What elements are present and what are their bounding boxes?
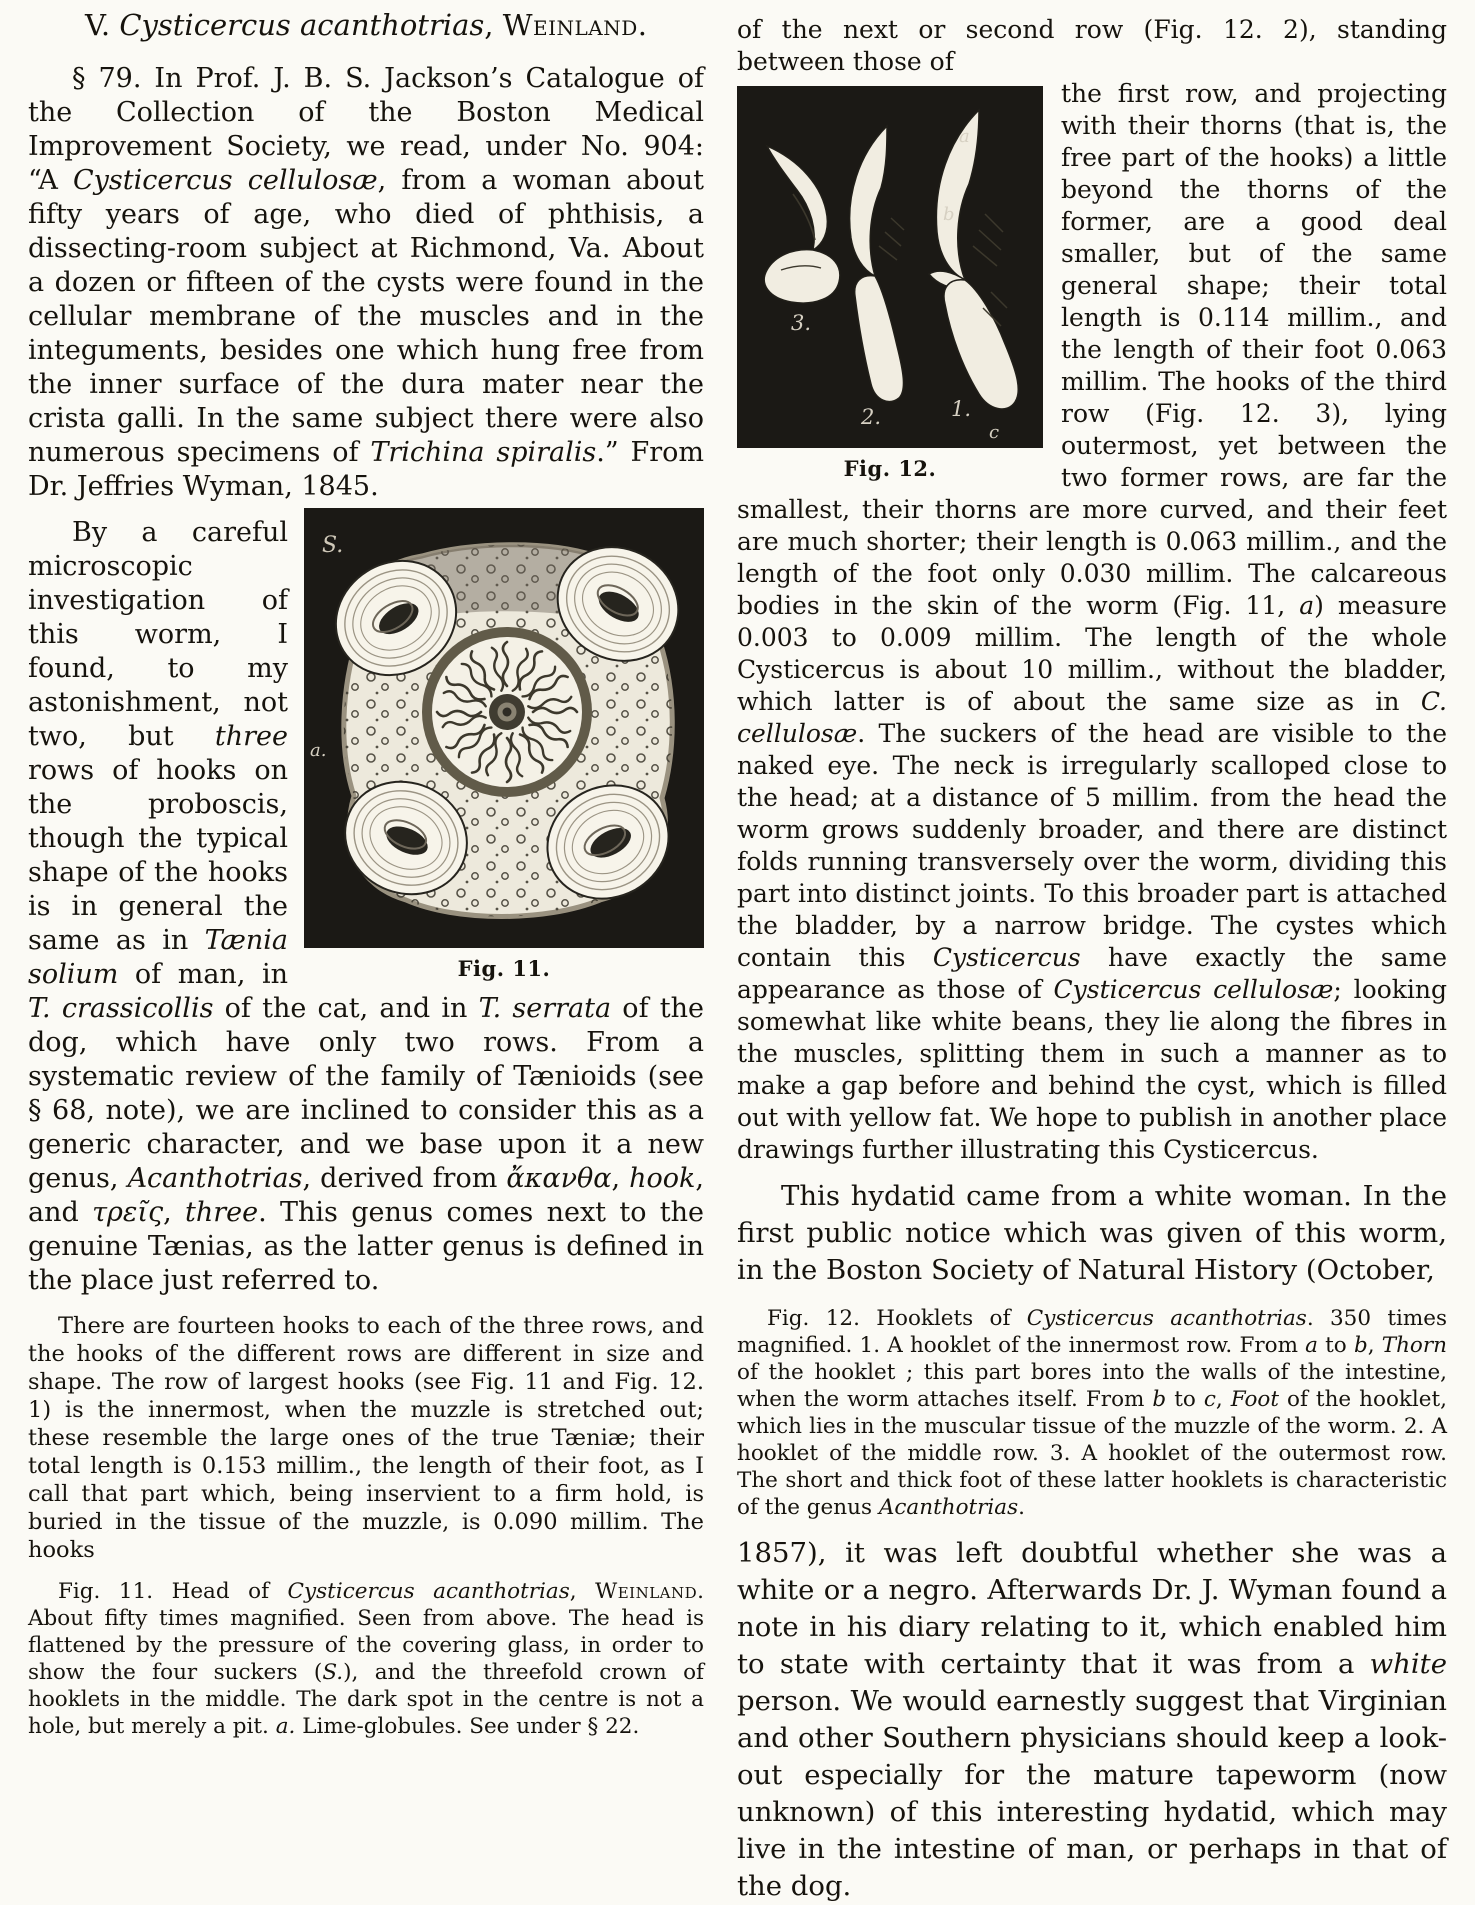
sucker-letter-label: S. [322,533,344,558]
section-title: V. Cysticercus acanthotrias, Weinland. [85,8,647,42]
hook1-number-label: 1. [951,397,972,421]
junction-letter-label: b [943,204,955,225]
paragraph-catalogue: § 79. In Prof. J. B. S. Jackson’s Catalogue of the Collection of the Boston Medical Improvement Society, we read, under No. 904: “A Cysticercus cellulosæ, from a woman about fifty years of age, who died of phthisis, a dissecting-room subject at Richmond, Va. About a dozen or fifteen of the cysts were found in the cellular membrane of the muscles and in the integuments, besides one which hung free from the inner surface of the dura mater near the crista galli. In the same subject there were also numerous specimens of Trichina spiralis.” From Dr. Jeffries Wyman, 1845. [28,63,705,502]
figure-12-image [737,86,1043,448]
right-column [737,14,1447,1905]
paragraph-hydatid: This hydatid came from a white woman. In the first public notice which was given of this worm, in the Boston Society of Natural History (October, [737,1180,1447,1286]
hook2-number-label: 2. [861,405,882,429]
paragraph-microscopic: By a careful microscopic investigation of this worm, I found, to my astonishment, not two, but three rows of hooks on the proboscis, though the typical shape of the hooks is in general the same as in Tænia solium of man, in T. crassicollis of the cat, and in T. serrata of the dog, which have only two rows. From a systematic review of the family of Tænioids (see § 68, note), we are inclined to consider this as a generic character, and we base upon it a new genus, Acanthotrias, derived from ἄκανθα, hook, and τρεῖς, three. This genus comes next to the genuine Tænias, as the latter genus is defined in the place just referred to. [28,517,704,1296]
figure-12-caption: Fig. 12. Hooklets of Cysticercus acanthotrias. 350 times magnified. 1. A hooklet of the innermost row. From a to b, Thorn of the hooklet ; this part bores into the walls of the intestine, when the worm attaches itself. From b to c, Foot of the hooklet, which lies in the muscular tissue of the muzzle of the worm. 2. A hooklet of the middle row. 3. A hooklet of the outermost row. The short and thick foot of these latter hooklets is characteristic of the genus Acanthotrias. [737,1306,1448,1520]
left-column [28,6,704,1740]
hook3-number-label: 3. [791,311,812,335]
figure-11 [304,508,704,981]
paragraph-hook-rows: the first row, and projecting with their thorns (that is, the free part of the hooks) a little beyond the thorns of the former, are a good deal smaller, but of the same general shape; their total length is 0.114 millim., and the length of their foot 0.063 millim. The hooks of the third row (Fig. 12. 3), lying outermost, yet between the two former rows, are far the smallest, their thorns are more curved, and their feet are much shorter; their length is 0.063 millim., and the length of the foot only 0.030 millim. The calcareous bodies in the skin of the worm (Fig. 11, a) measure 0.003 to 0.009 millim. The length of the whole Cysticercus is about 10 millim., without the bladder, which latter is of about the same size as in C. cellulosæ. The suckers of the head are visible to the naked eye. The neck is irregularly scalloped close to the head; at a distance of 5 millim. from the head the worm grows suddenly broader, and there are distinct folds running transversely over the worm, dividing this part into distinct joints. To this broader part is attached the bladder, by a narrow bridge. The cystes which contain this Cysticercus have exactly the same appearance as those of Cysticercus cellulosæ; looking somewhat like white beans, they lie along the fibres in the muscles, splitting them in such a manner as to make a gap before and behind the cyst, which is filled out with yellow fat. We hope to publish in another place drawings further illustrating this Cysticercus. [737,79,1447,1164]
figure-12-label: Fig. 12. [843,456,937,481]
foot-tip-letter-label: c [989,422,1000,443]
figure-11-label: Fig. 11. [457,956,551,981]
paragraph-second-row-intro: of the next or second row (Fig. 12. 2), standing between those of [737,15,1447,76]
figure-11-caption: Fig. 11. Head of Cysticercus acanthotrias, Weinland. About fifty times magnified. Seen from above. The head is flattened by the pressure of the covering glass, in order to show the four suckers (S.), and the threefold crown of hooklets in the middle. The dark spot in the centre is not a hole, but merely a pit. a. Lime-globules. See under § 22. [28,1579,704,1739]
figure-11-image [304,508,704,948]
thorn-tip-letter-label: a [959,126,970,147]
paragraph-fourteen-hooks: There are fourteen hooks to each of the three rows, and the hooks of the different rows are different in size and shape. The row of largest hooks (see Fig. 11 and Fig. 12. 1) is the innermost, when the muzzle is stretched out; these resemble the large ones of the true Tæniæ; their total length is 0.153 millim., the length of their foot, as I call that part which, being inservient to a firm hold, is buried in the tissue of the muzzle, is 0.090 millim. The hooks [28,1313,704,1563]
hooklet-crown [427,632,587,792]
lime-globule-letter-label: a. [310,740,327,761]
paragraph-conclusion: 1857), it was left doubtful whether she was a white or a negro. Afterwards Dr. J. Wyman found a note in his diary relating to it, which enabled him to state with certainty that it was from a white person. We would earnestly suggest that Virginian and other Southern physicians should keep a look-out especially for the mature tapeworm (now unknown) of this interesting hydatid, which may live in the intestine of man, or perhaps in that of the dog. [737,1537,1447,1902]
figure-12 [737,86,1043,481]
